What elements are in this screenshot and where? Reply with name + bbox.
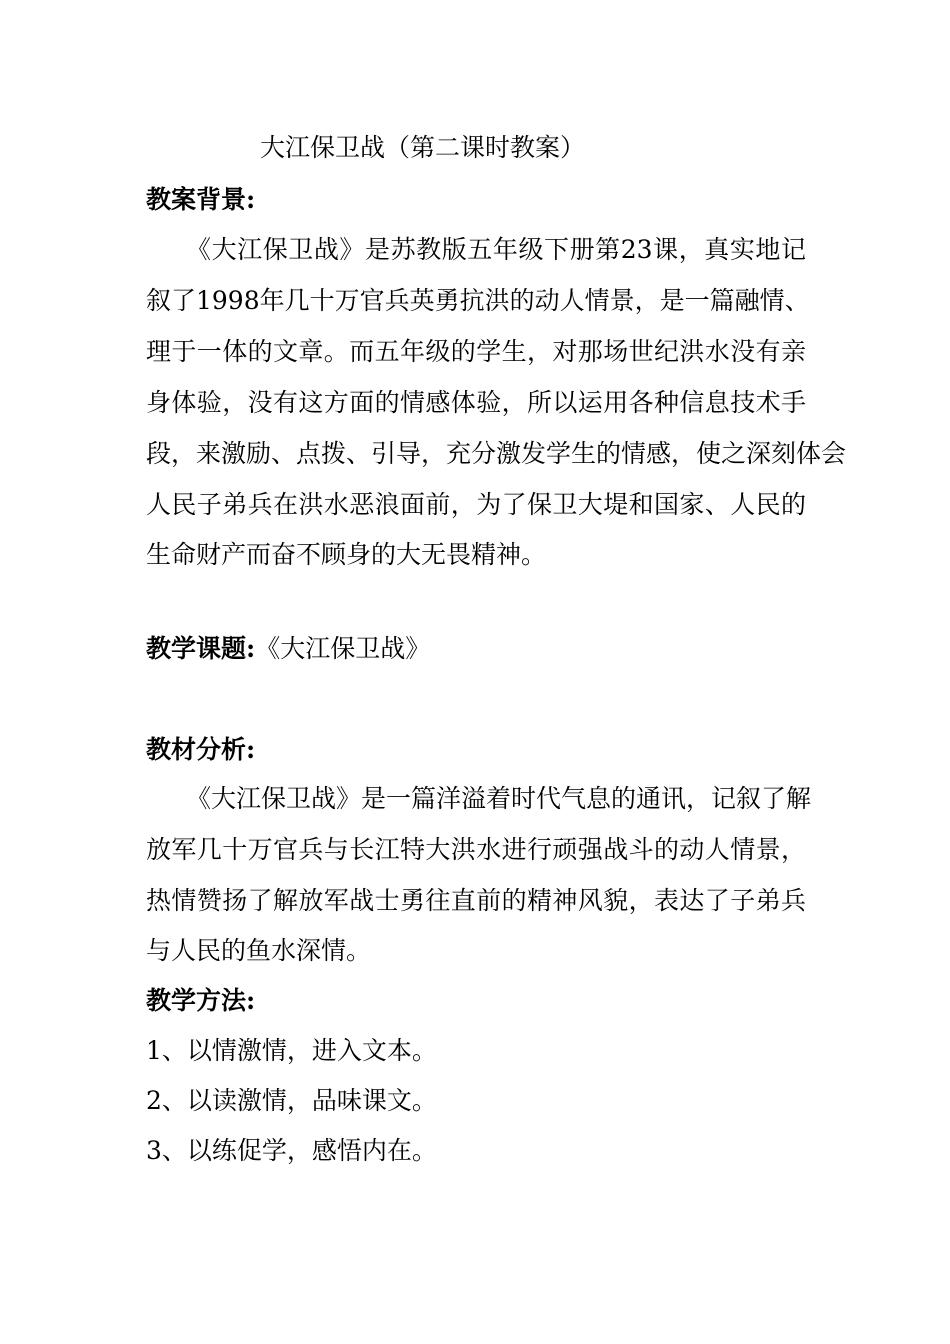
- analysis-line-3: 热情赞扬了解放军战士勇往直前的精神风貌，表达了子弟兵: [146, 886, 806, 915]
- background-line-6: 人民子弟兵在洪水恶浪面前，为了保卫大堤和国家、人民的: [146, 490, 806, 519]
- methods-item-1: 1、以情激情，进入文本。: [146, 1036, 437, 1065]
- background-line-2: 叙了1998年几十万官兵英勇抗洪的动人情景，是一篇融情、: [146, 286, 810, 315]
- methods-item-3: 3、以练促学，感悟内在。: [146, 1136, 437, 1165]
- methods-heading: 教学方法:: [146, 986, 256, 1015]
- background-line-4: 身体验，没有这方面的情感体验，所以运用各种信息技术手: [146, 388, 806, 417]
- background-line-1: 《大江保卫战》是苏教版五年级下册第23课，真实地记: [186, 235, 806, 264]
- methods-item-2: 2、以读激情，品味课文。: [146, 1086, 437, 1115]
- analysis-line-1: 《大江保卫战》是一篇洋溢着时代气息的通讯，记叙了解: [186, 784, 812, 813]
- document-title: 大江保卫战（第二课时教案）: [260, 133, 586, 162]
- background-line-7: 生命财产而奋不顾身的大无畏精神。: [146, 540, 547, 569]
- background-line-3: 理于一体的文章。而五年级的学生，对那场世纪洪水没有亲: [146, 337, 806, 366]
- analysis-line-2: 放军几十万官兵与长江特大洪水进行顽强战斗的动人情景，: [146, 835, 806, 864]
- background-heading: 教案背景:: [146, 185, 256, 214]
- topic-heading: 教学课题:: [146, 634, 256, 663]
- background-line-5: 段，来激励、点拨、引导，充分激发学生的情感，使之深刻体会: [146, 439, 847, 468]
- analysis-line-4: 与人民的鱼水深情。: [146, 936, 372, 965]
- topic-line: [146, 634, 430, 664]
- analysis-heading: 教材分析:: [146, 735, 256, 764]
- topic-value: 《大江保卫战》: [255, 634, 431, 663]
